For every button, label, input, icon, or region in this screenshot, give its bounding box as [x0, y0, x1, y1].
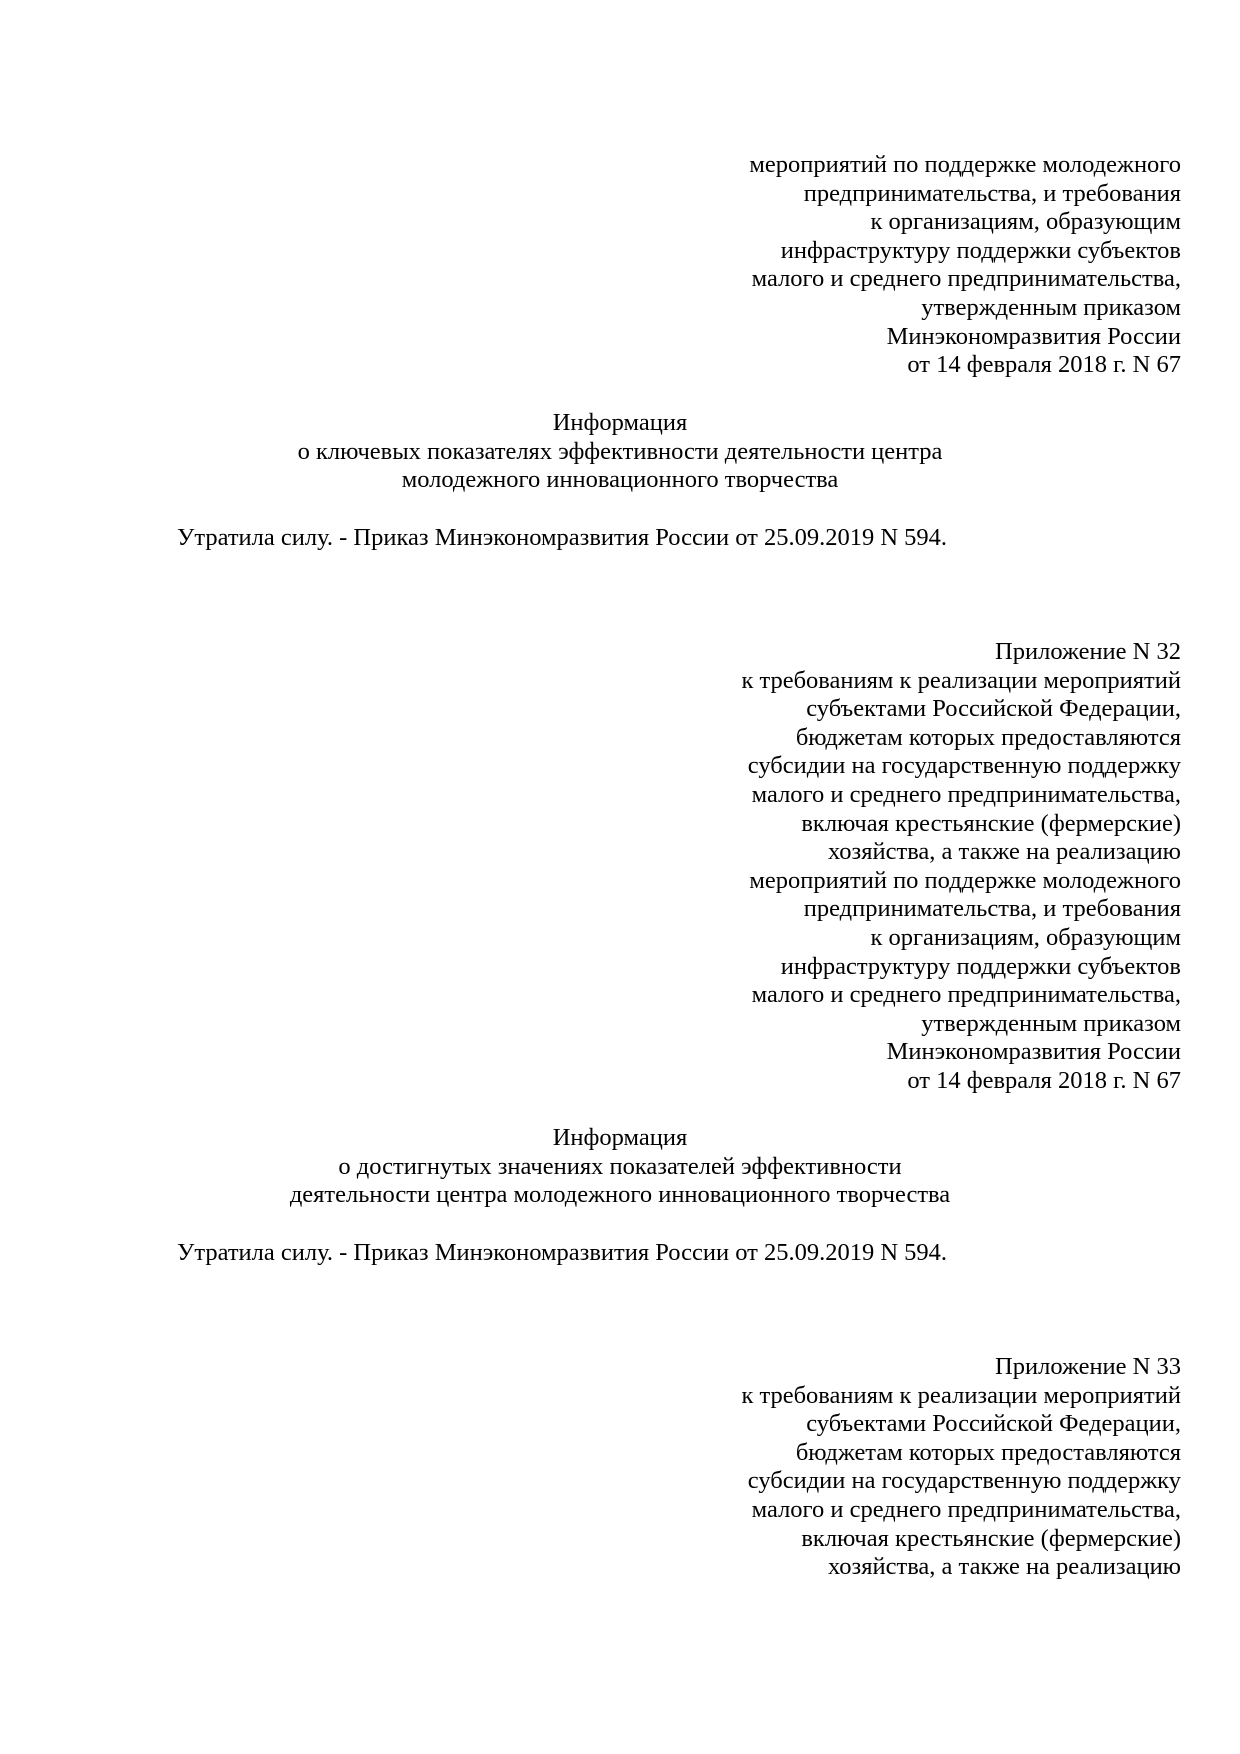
header-line: малого и среднего предпринимательства,	[751, 265, 1181, 293]
title-line: молодежного инновационного творчества	[401, 466, 839, 494]
title-line: деятельности центра молодежного инновационного творчества	[289, 1181, 951, 1209]
title-line: о достигнутых значениях показателей эффективности	[338, 1152, 902, 1180]
title-line: Информация	[552, 409, 688, 436]
header-line: утвержденным приказом	[921, 1009, 1181, 1037]
header-line: мероприятий по поддержке молодежного	[749, 866, 1181, 894]
header-line: включая крестьянские (фермерские)	[801, 1524, 1181, 1552]
header-line: предпринимательства, и требования	[803, 895, 1181, 923]
header-line: от 14 февраля 2018 г. N 67	[907, 351, 1181, 379]
header-line: включая крестьянские (фермерские)	[801, 809, 1181, 837]
title-line: о ключевых показателях эффективности деятельности центра	[297, 437, 943, 465]
status-note: Утратила силу. - Приказ Минэкономразвития России от 25.09.2019 N 594.	[177, 1239, 948, 1266]
header-line: малого и среднего предпринимательства,	[751, 1495, 1181, 1523]
header-line: предпринимательства, и требования	[803, 179, 1181, 207]
appendix-header	[0, 1353, 1240, 1582]
header-line: хозяйства, а также на реализацию	[827, 838, 1181, 866]
appendix-heading: Приложение N 33	[995, 1353, 1181, 1380]
header-line: малого и среднего предпринимательства,	[751, 981, 1181, 1009]
header-line: Минэкономразвития России	[886, 1038, 1181, 1066]
header-line: к требованиям к реализации мероприятий	[741, 1381, 1181, 1409]
header-line: инфраструктуру поддержки субъектов	[780, 952, 1181, 980]
header-line: малого и среднего предпринимательства,	[751, 780, 1181, 808]
header-line: субсидии на государственную поддержку	[747, 752, 1181, 780]
header-line: субъектами Российской Федерации,	[806, 1410, 1181, 1438]
header-line: от 14 февраля 2018 г. N 67	[907, 1066, 1181, 1094]
header-line: бюджетам которых предоставляются	[795, 723, 1181, 751]
header-line: субсидии на государственную поддержку	[747, 1467, 1181, 1495]
status-note: Утратила силу. - Приказ Минэкономразвития России от 25.09.2019 N 594.	[177, 524, 948, 551]
header-line: к организациям, образующим	[870, 923, 1181, 951]
header-line: мероприятий по поддержке молодежного	[749, 151, 1181, 178]
header-line: инфраструктуру поддержки субъектов	[780, 236, 1181, 264]
header-line: к организациям, образующим	[870, 208, 1181, 236]
header-line: бюджетам которых предоставляются	[795, 1438, 1181, 1466]
header-line: к требованиям к реализации мероприятий	[741, 666, 1181, 694]
section-title	[0, 1124, 1240, 1210]
header-line: утвержденным приказом	[921, 293, 1181, 321]
header-line: Минэкономразвития России	[886, 322, 1181, 350]
title-line: Информация	[552, 1124, 688, 1151]
continuation-header	[0, 151, 1240, 380]
header-line: хозяйства, а также на реализацию	[827, 1553, 1181, 1581]
header-line: субъектами Российской Федерации,	[806, 695, 1181, 723]
appendix-heading: Приложение N 32	[995, 638, 1181, 665]
section-title	[0, 409, 1240, 495]
appendix-header	[0, 638, 1240, 1096]
